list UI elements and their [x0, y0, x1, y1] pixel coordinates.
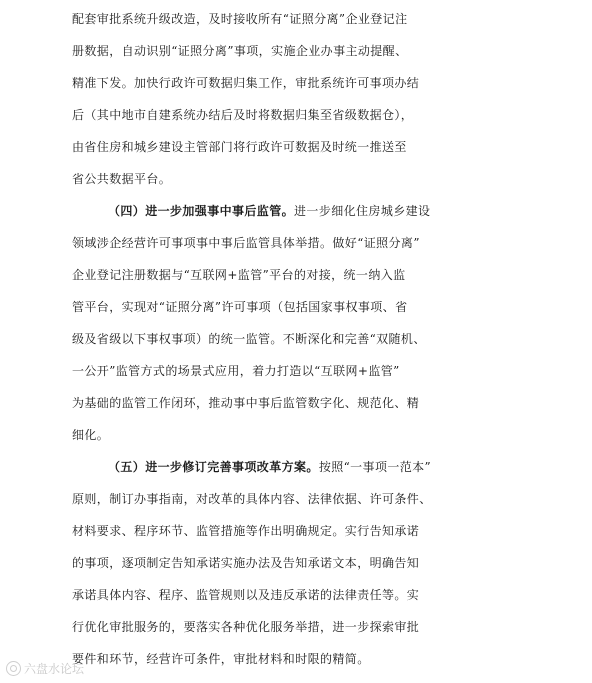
body-text: 领域涉企经营许可事项事中事后监管具体举措。做好“证照分离”: [72, 236, 420, 250]
section-heading: （四）进一步加强事中事后监管。: [108, 204, 295, 218]
body-text: 的事项，逐项制定告知承诺实施办法及告知承诺文本，明确告知: [72, 556, 420, 570]
paragraph-line: [0, 648, 592, 670]
paragraph-line: [0, 72, 592, 94]
paragraph-line: [0, 360, 592, 382]
paragraph-line: [0, 488, 592, 510]
watermark-text: 六盘水论坛: [24, 662, 85, 676]
body-text: 材料要求、程序环节、监管措施等作出明确规定。实行告知承诺: [72, 524, 420, 538]
paragraph-line: [0, 584, 592, 606]
paragraph-line: [0, 168, 592, 190]
paragraph-line: [0, 200, 592, 222]
paragraph-line: [0, 264, 592, 286]
body-text: 细化。: [72, 428, 110, 442]
body-text: 要件和环节，经营许可条件，审批材料和时限的精简。: [72, 652, 370, 666]
body-text: 承诺具体内容、程序、监管规则以及违反承诺的法律责任等。实: [72, 588, 420, 602]
body-text: 级及省级以下事权事项）的统一监管。不断深化和完善“双随机、: [72, 332, 426, 346]
paragraph-line: [0, 232, 592, 254]
paragraph-line: [0, 328, 592, 350]
watermark: [6, 660, 84, 677]
paragraph-line: [0, 8, 592, 30]
paragraph-line: [0, 296, 592, 318]
body-text: 原则，制订办事指南，对改革的具体内容、法律依据、许可条件、: [72, 492, 432, 506]
paragraph-line: [0, 520, 592, 542]
body-text: 由省住房和城乡建设主管部门将行政许可数据及时统一推送至: [72, 140, 407, 154]
body-text: 后（其中地市自建系统办结后及时将数据归集至省级数据仓），: [72, 108, 414, 122]
paragraph-line: [0, 552, 592, 574]
paragraph-line: [0, 424, 592, 446]
paragraph-line: [0, 40, 592, 62]
body-text: 进一步细化住房城乡建设: [294, 204, 431, 218]
body-text: 精准下发。加快行政许可数据归集工作，审批系统许可事项办结: [72, 76, 420, 90]
body-text: 管平台，实现对“证照分离”许可事项（包括国家事权事项、省: [72, 300, 408, 314]
section-heading: （五）进一步修订完善事项改革方案。: [108, 460, 319, 474]
body-text: 为基础的监管工作闭环，推动事中事后监管数字化、规范化、精: [72, 396, 420, 410]
body-text: 一公开”监管方式的场景式应用，着力打造以“互联网+监管”: [72, 364, 400, 378]
body-text: 册数据，自动识别“证照分离”事项，实施企业办事主动提醒、: [72, 44, 408, 58]
body-text: 按照“一事项一范本”: [318, 460, 432, 474]
paragraph-line: [0, 456, 592, 478]
paragraph-line: [0, 616, 592, 638]
paragraph-line: [0, 392, 592, 414]
body-text: 企业登记注册数据与“互联网+监管”平台的对接，统一纳入监: [72, 268, 406, 282]
body-text: 配套审批系统升级改造，及时接收所有“证照分离”企业登记注: [72, 12, 408, 26]
paragraph-line: [0, 104, 592, 126]
paragraph-line: [0, 136, 592, 158]
body-text: 省公共数据平台。: [72, 172, 172, 186]
watermark-logo-icon: [6, 661, 21, 676]
body-text: 行优化审批服务的，要落实各种优化服务举措，进一步探索审批: [72, 620, 420, 634]
